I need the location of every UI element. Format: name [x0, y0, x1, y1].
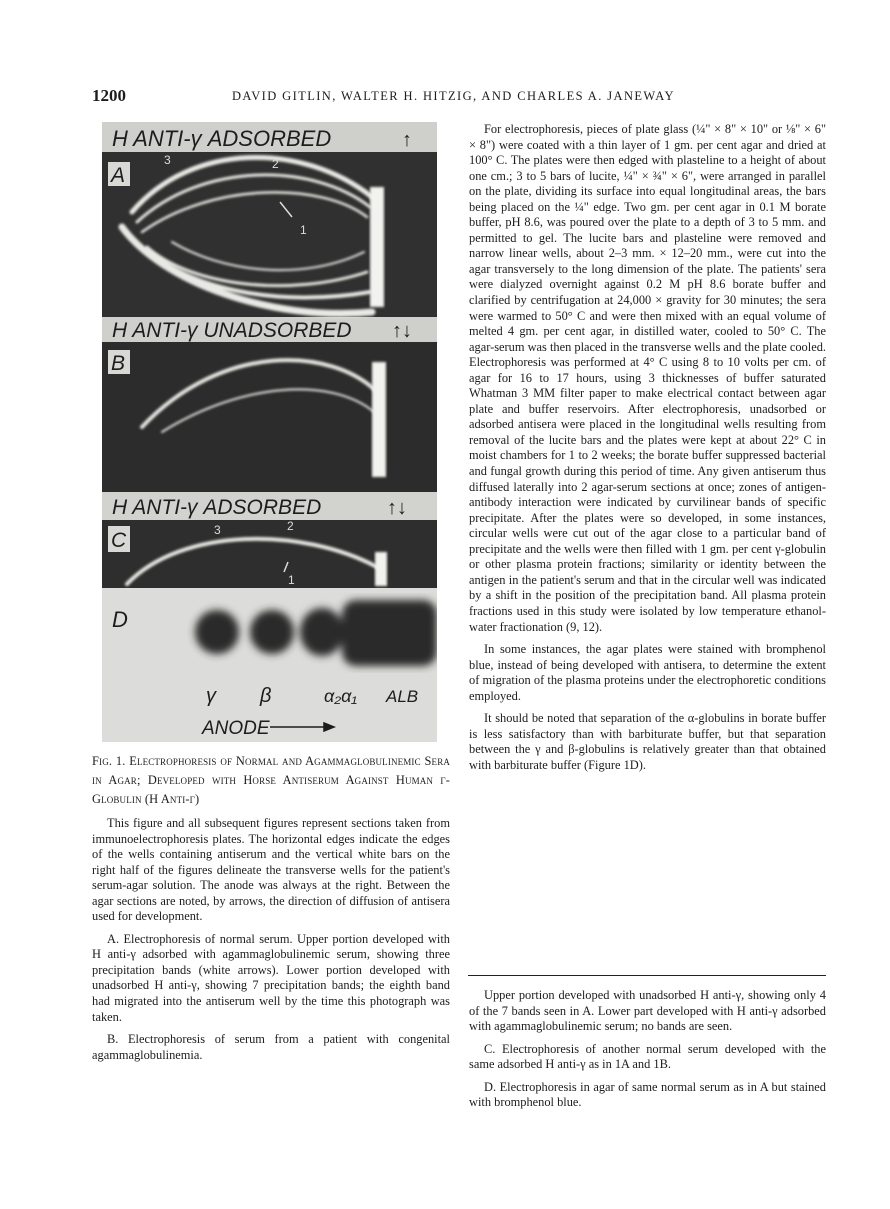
panel-d-description: D. Electrophoresis in agar of same normal serum as in A but stained with bromphenol blue. — [469, 1079, 826, 1110]
panel-d-label: D — [112, 607, 128, 632]
methods-paragraph: For electrophoresis, pieces of plate glass (¼" × 8" × 10" or ⅛" × 6" × 8") were coated with a thin layer of 1 gm. per cent agar and dried at 100° C. The plates were then edged with plasteline to a height of about one cm.; 3 to 5 bars of lucite, ¼" × ¾" × 6", were arranged in parallel on the plate, dividing its surface into equal longitudinal areas, the bars being placed on the ¼" edge. Two gm. per cent agar in 0.1 M borate buffer, pH 8.6, was poured over the plate to a depth of 3 to 5 mm. and permitted to gel. The lucite bars and plasteline were removed and narrow linear wells, about 2–3 mm. × 12–20 mm., were cut into the agar transversely to the long dimension of the plate. The patients' sera were dialyzed overnight against 0.2 M pH 8.6 borate buffer and clarified by centrifugation at 24,000 × gravity for 30 minutes; the sera were warmed to 50° C and were then mixed with an equal volume of melted 4 gm. per cent agar, in distilled water, cooled to 50° C. The agar-serum was then placed in the transverse wells and the plate cooled. Electrophoresis was performed at 4° C using 8 to 10 volts per cm. of agar for 16 to 17 hours, using 3 thicknesses of buffer saturated Whatman 3 MM filter paper to make electrical contact between agar plate and buffer reservoirs. After electrophoresis, unadsorbed or adsorbed antisera were placed in the longitudinal wells resulting from removal of the lucite bars and the plates were kept at about 22° C in moist chambers for 1 to 2 weeks; the borate buffer suppressed bacterial and fungal growth during this period of time. Any given antiserum thus diffused laterally into 2 agar-serum sections at once; zones of antigen-antibody interaction were indicated by curvilinear bands of specific precipitate. After the plates were so developed, in some instances, circular wells were cut out of the agar close to a particular band of precipitate and the wells were then filled with 1 gm. per cent γ-globulin or other plasma protein fractions; similarity or identity between the antigen in the patient's serum and that in the circular well was indicated by a shift in the position of the precipitation band. All plasma protein fractions used in this study were isolated by low temperature ethanol-water fractionation (9, 12). — [469, 122, 826, 634]
column-divider-rule — [468, 975, 826, 976]
panel-d-band-albumin: ALB — [386, 687, 419, 706]
panel-c-heading-arrow: ↑↓ — [387, 497, 407, 519]
panel-b-heading: H ANTI-γ UNADSORBED — [112, 319, 352, 342]
panel-a-band-number-2: 2 — [272, 157, 279, 171]
panel-a-label: A — [111, 164, 126, 187]
right-column-methods — [469, 122, 826, 773]
panel-c-serum-well — [375, 552, 387, 586]
panel-c-band-number-2: 2 — [287, 519, 294, 533]
panel-b-serum-well — [372, 362, 386, 477]
running-head: DAVID GITLIN, WALTER H. HITZIG, AND CHARLES A. JANEWAY — [232, 89, 675, 103]
panel-a-description: A. Electrophoresis of normal serum. Upper portion developed with H anti-γ adsorbed with agammaglobulinemic serum, showing three precipitation bands (white arrows). Lower portion developed with unadsorbed H anti-γ, showing 7 precipitation bands; the eighth band had migrated into the antiserum well by the time this photograph was taken. — [92, 931, 450, 1024]
panel-d-band-beta: β — [260, 685, 272, 707]
panel-d-gamma-spot — [195, 610, 239, 654]
panel-c-band-number-3: 3 — [214, 523, 221, 537]
figure-note-paragraph: This figure and all subsequent figures represent sections taken from immunoelectrophoresis plates. The horizontal edges indicate the edges of the wells containing antiserum and the vertical white bars on the right half of the figures delineate the transverse wells for the patient's serum-agar solution. The anode was always at the right. Between the agar sections are noted, by arrows, the direction of diffusion of antisera used for development. — [92, 816, 450, 924]
page-number: 1200 — [92, 86, 126, 105]
panel-a-band-number-1: 1 — [300, 223, 307, 237]
panel-c-heading: H ANTI-γ ADSORBED — [112, 496, 322, 519]
left-column-text — [92, 816, 450, 1063]
panel-a-band-number-3: 3 — [164, 153, 171, 167]
panel-d-alpha-spot — [300, 608, 344, 656]
panel-a-area — [102, 152, 437, 317]
panel-d-band-alpha: α₂α₁ — [324, 686, 358, 706]
panel-c-label: C — [111, 529, 127, 552]
figure-caption: Fig. 1. Electrophoresis of Normal and Agammaglobulinemic Sera in Agar; Developed with Horse Antiserum Against Human γ-Globulin (H Anti-γ) — [92, 754, 450, 807]
figure-1-photo — [102, 122, 437, 742]
panel-b-label: B — [111, 352, 126, 375]
panel-d-albumin-spot — [342, 600, 437, 666]
panel-d-anode-label: ANODE — [202, 718, 270, 739]
panel-d-beta-spot — [250, 610, 294, 654]
panel-b-description: B. Electrophoresis of serum from a patient with congenital agammaglobulinemia. — [92, 1032, 450, 1062]
separation-paragraph: It should be noted that separation of the α-globulins in borate buffer is less satisfactory than with barbiturate buffer, but that separation between the γ and β-globulins is relatively greater than that obtained with barbiturate buffer (Figure 1D). — [469, 711, 826, 772]
electrophoresis-photograph — [102, 122, 437, 742]
panel-b-heading-arrow: ↑↓ — [392, 320, 412, 342]
panel-d-band-gamma: γ — [206, 685, 216, 707]
panel-c-description: C. Electrophoresis of another normal serum developed with the same adsorbed H anti-γ as in 1A and 1B. — [469, 1041, 826, 1072]
panel-a-serum-well — [370, 187, 384, 307]
panel-b-continued: Upper portion developed with unadsorbed H anti-γ, showing only 4 of the 7 bands seen in A. Lower part developed with H anti-γ adsorbed with agammaglobulinemic serum; no bands are seen. — [469, 988, 826, 1034]
panel-a-heading: H ANTI-γ ADSORBED — [112, 126, 332, 151]
panel-a-heading-arrow: ↑ — [402, 129, 412, 151]
panel-c-band-number-1: 1 — [288, 573, 295, 587]
staining-paragraph: In some instances, the agar plates were stained with bromphenol blue, instead of being developed with antisera, to determine the extent of migration of the plasma proteins under the electrophoretic conditions employed. — [469, 642, 826, 703]
right-column-figure-legend-continued — [469, 988, 826, 1111]
